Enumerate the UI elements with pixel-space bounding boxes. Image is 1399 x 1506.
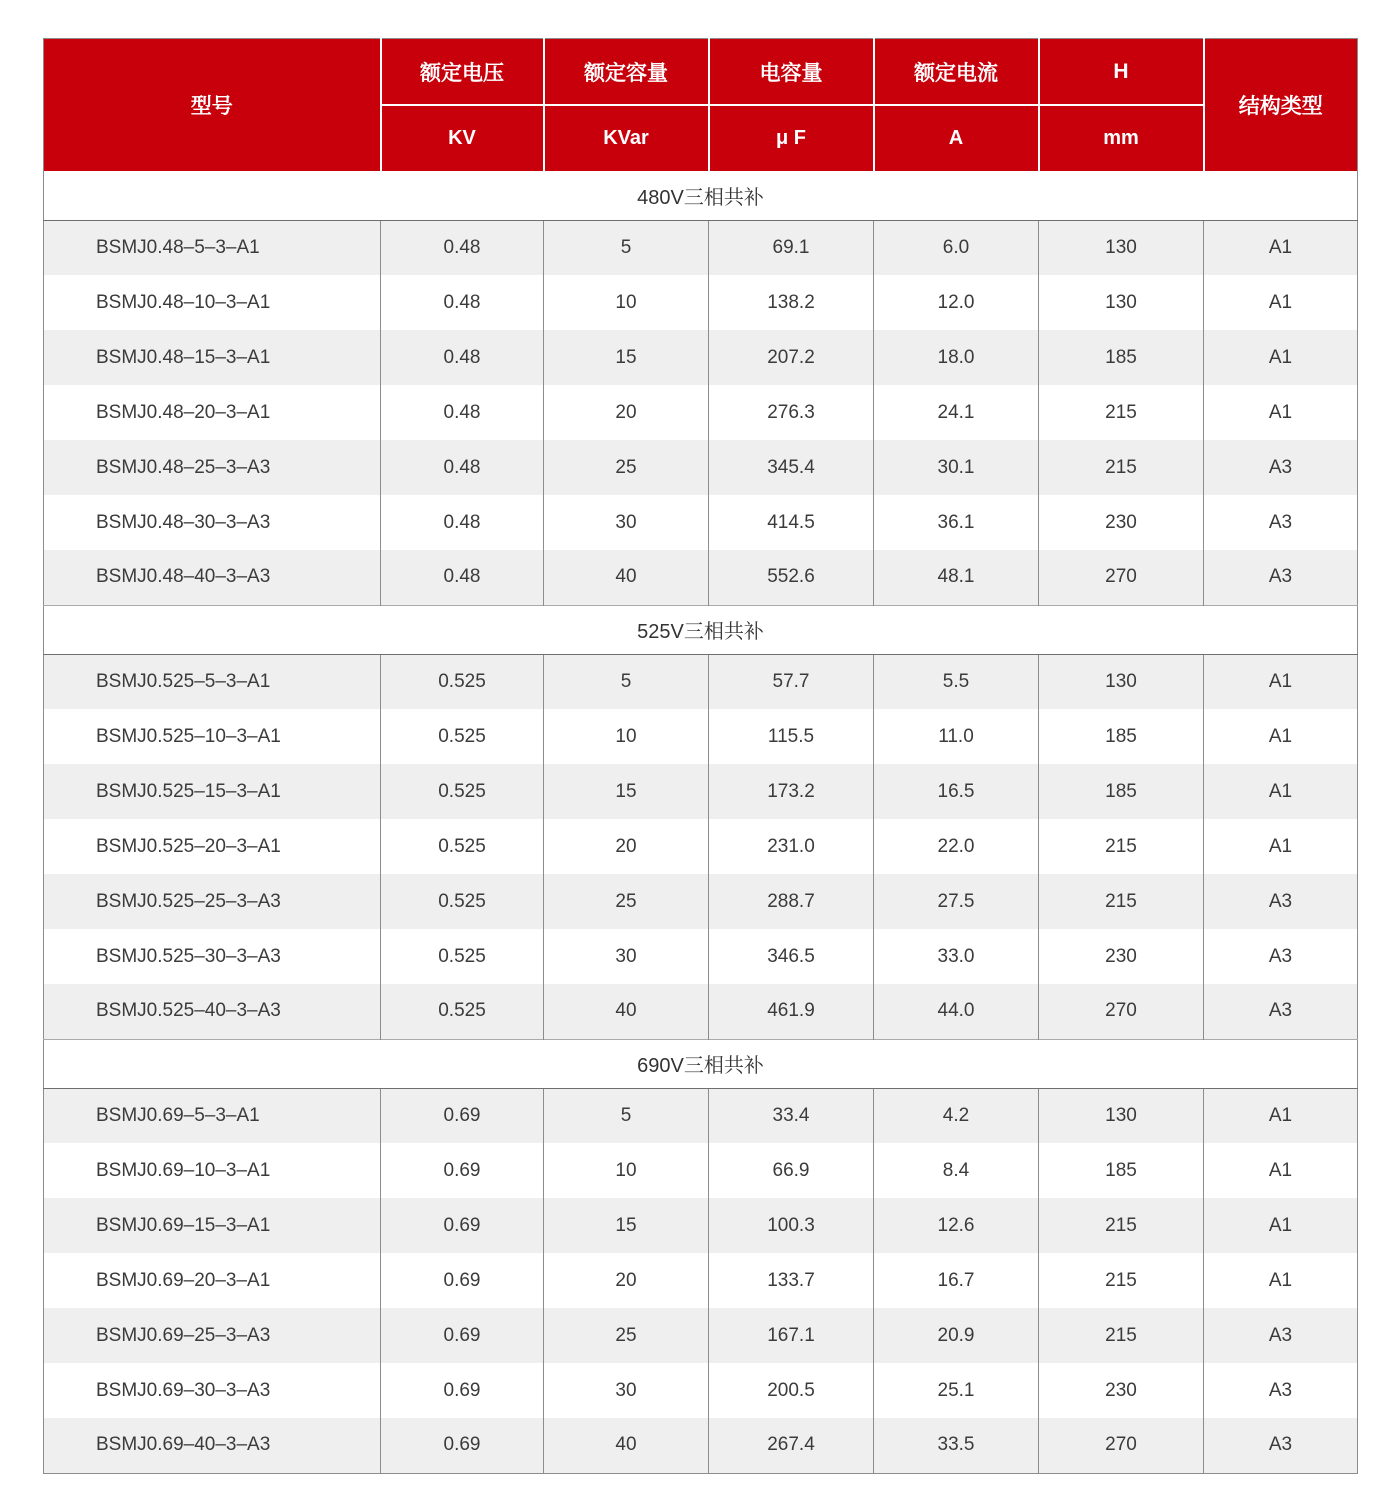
value-cell: 4.2 [874,1088,1039,1143]
value-cell: 12.0 [874,275,1039,330]
value-cell: 40 [544,984,709,1039]
value-cell: 10 [544,709,709,764]
value-cell: 0.69 [381,1253,544,1308]
value-cell: 276.3 [709,385,874,440]
value-cell: A3 [1204,929,1358,984]
value-cell: 207.2 [709,330,874,385]
value-cell: 0.69 [381,1198,544,1253]
value-cell: 12.6 [874,1198,1039,1253]
value-cell: 25 [544,440,709,495]
unit-kvar: KVar [544,105,709,171]
value-cell: 33.4 [709,1088,874,1143]
value-cell: 100.3 [709,1198,874,1253]
table-row [44,1363,1358,1418]
value-cell: A3 [1204,550,1358,605]
value-cell: A3 [1204,984,1358,1039]
value-cell: 130 [1039,654,1204,709]
value-cell: 10 [544,1143,709,1198]
model-cell: BSMJ0.48–40–3–A3 [96,566,271,588]
value-cell: 25 [544,1308,709,1363]
header-rated-current: 额定电流 [874,39,1039,106]
section-row [44,605,1358,654]
value-cell: 0.525 [381,984,544,1039]
value-cell: 5.5 [874,654,1039,709]
value-cell: 0.48 [381,330,544,385]
value-cell: 0.69 [381,1418,544,1473]
value-cell: 215 [1039,1253,1204,1308]
table-row [44,764,1358,819]
value-cell: 16.5 [874,764,1039,819]
value-cell: 25.1 [874,1363,1039,1418]
table-row [44,220,1358,275]
value-cell: A3 [1204,1308,1358,1363]
value-cell: 0.48 [381,550,544,605]
model-cell: BSMJ0.525–40–3–A3 [96,1000,281,1022]
model-cell: BSMJ0.69–15–3–A1 [96,1214,271,1236]
value-cell: 20 [544,1253,709,1308]
model-cell: BSMJ0.525–30–3–A3 [96,945,281,967]
model-cell: BSMJ0.525–25–3–A3 [96,890,281,912]
table-row [44,385,1358,440]
table-row [44,440,1358,495]
value-cell: A1 [1204,654,1358,709]
value-cell: 115.5 [709,709,874,764]
value-cell: A1 [1204,1088,1358,1143]
table-row [44,495,1358,550]
unit-a: A [874,105,1039,171]
value-cell: 230 [1039,929,1204,984]
table-row [44,1088,1358,1143]
value-cell: 48.1 [874,550,1039,605]
table-row [44,330,1358,385]
value-cell: 267.4 [709,1418,874,1473]
value-cell: 414.5 [709,495,874,550]
model-cell: BSMJ0.525–20–3–A1 [96,835,281,857]
value-cell: 0.525 [381,929,544,984]
model-cell: BSMJ0.525–5–3–A1 [96,670,271,692]
value-cell: 18.0 [874,330,1039,385]
model-cell: BSMJ0.69–25–3–A3 [96,1324,271,1346]
section-title: 525V三相共补 [44,605,1358,654]
value-cell: 461.9 [709,984,874,1039]
value-cell: 130 [1039,275,1204,330]
table-row [44,1143,1358,1198]
value-cell: 230 [1039,1363,1204,1418]
value-cell: 167.1 [709,1308,874,1363]
value-cell: 0.525 [381,764,544,819]
table-row [44,929,1358,984]
table-row [44,1198,1358,1253]
value-cell: 33.0 [874,929,1039,984]
value-cell: A3 [1204,440,1358,495]
value-cell: 10 [544,275,709,330]
section-title: 690V三相共补 [44,1039,1358,1088]
value-cell: 20.9 [874,1308,1039,1363]
model-cell: BSMJ0.48–25–3–A3 [96,456,271,478]
value-cell: 215 [1039,440,1204,495]
value-cell: 215 [1039,385,1204,440]
value-cell: 270 [1039,550,1204,605]
value-cell: A1 [1204,1198,1358,1253]
value-cell: 15 [544,764,709,819]
value-cell: A1 [1204,819,1358,874]
value-cell: 24.1 [874,385,1039,440]
value-cell: A1 [1204,764,1358,819]
value-cell: 30 [544,495,709,550]
unit-mm: mm [1039,105,1204,171]
value-cell: 0.48 [381,440,544,495]
value-cell: 40 [544,550,709,605]
value-cell: 552.6 [709,550,874,605]
value-cell: 185 [1039,709,1204,764]
value-cell: 30.1 [874,440,1039,495]
header-height: H [1039,39,1204,106]
value-cell: 6.0 [874,220,1039,275]
value-cell: 130 [1039,220,1204,275]
value-cell: A3 [1204,495,1358,550]
value-cell: 215 [1039,1198,1204,1253]
value-cell: 5 [544,1088,709,1143]
value-cell: 173.2 [709,764,874,819]
value-cell: 0.69 [381,1363,544,1418]
value-cell: 0.525 [381,709,544,764]
value-cell: A3 [1204,874,1358,929]
header-structure-type: 结构类型 [1204,39,1358,172]
value-cell: 15 [544,1198,709,1253]
value-cell: 215 [1039,1308,1204,1363]
value-cell: 288.7 [709,874,874,929]
value-cell: A1 [1204,1253,1358,1308]
unit-kv: KV [381,105,544,171]
value-cell: 215 [1039,874,1204,929]
value-cell: 5 [544,220,709,275]
value-cell: 270 [1039,984,1204,1039]
model-cell: BSMJ0.69–5–3–A1 [96,1104,260,1126]
value-cell: 200.5 [709,1363,874,1418]
model-cell: BSMJ0.48–5–3–A1 [96,236,260,258]
value-cell: 270 [1039,1418,1204,1473]
value-cell: 66.9 [709,1143,874,1198]
unit-uf: μ F [709,105,874,171]
value-cell: 36.1 [874,495,1039,550]
value-cell: 30 [544,929,709,984]
value-cell: 185 [1039,764,1204,819]
value-cell: 20 [544,385,709,440]
model-cell: BSMJ0.525–15–3–A1 [96,780,281,802]
model-cell: BSMJ0.48–20–3–A1 [96,401,271,423]
table-row [44,1253,1358,1308]
value-cell: A1 [1204,275,1358,330]
value-cell: 44.0 [874,984,1039,1039]
value-cell: 0.525 [381,819,544,874]
value-cell: 133.7 [709,1253,874,1308]
value-cell: 5 [544,654,709,709]
value-cell: 0.525 [381,874,544,929]
section-title: 480V三相共补 [44,171,1358,220]
value-cell: 185 [1039,1143,1204,1198]
value-cell: A1 [1204,330,1358,385]
value-cell: 69.1 [709,220,874,275]
value-cell: 57.7 [709,654,874,709]
model-cell: BSMJ0.69–10–3–A1 [96,1159,271,1181]
value-cell: 0.48 [381,275,544,330]
value-cell: A1 [1204,385,1358,440]
header-row-labels [44,39,1358,106]
section-row [44,171,1358,220]
value-cell: 0.69 [381,1308,544,1363]
table-row [44,984,1358,1039]
table-body [44,171,1358,1473]
value-cell: 22.0 [874,819,1039,874]
value-cell: A3 [1204,1363,1358,1418]
value-cell: 138.2 [709,275,874,330]
header-model: 型号 [44,39,381,172]
value-cell: 0.525 [381,654,544,709]
value-cell: 25 [544,874,709,929]
table-row [44,1308,1358,1363]
value-cell: 20 [544,819,709,874]
value-cell: 15 [544,330,709,385]
value-cell: 0.48 [381,385,544,440]
model-cell: BSMJ0.69–30–3–A3 [96,1379,271,1401]
value-cell: 130 [1039,1088,1204,1143]
value-cell: 0.69 [381,1088,544,1143]
value-cell: A3 [1204,1418,1358,1473]
table-header [44,39,1358,172]
header-rated-capacity: 额定容量 [544,39,709,106]
value-cell: 11.0 [874,709,1039,764]
table-row [44,819,1358,874]
spec-table [43,38,1358,1474]
value-cell: A1 [1204,1143,1358,1198]
model-cell: BSMJ0.48–10–3–A1 [96,291,271,313]
header-rated-voltage: 额定电压 [381,39,544,106]
value-cell: 215 [1039,819,1204,874]
value-cell: 346.5 [709,929,874,984]
header-capacitance: 电容量 [709,39,874,106]
table-row [44,1418,1358,1473]
model-cell: BSMJ0.69–40–3–A3 [96,1434,271,1456]
model-cell: BSMJ0.525–10–3–A1 [96,725,281,747]
value-cell: 27.5 [874,874,1039,929]
value-cell: A1 [1204,709,1358,764]
value-cell: 345.4 [709,440,874,495]
value-cell: A1 [1204,220,1358,275]
section-row [44,1039,1358,1088]
value-cell: 8.4 [874,1143,1039,1198]
table-row [44,654,1358,709]
table-row [44,874,1358,929]
model-cell: BSMJ0.69–20–3–A1 [96,1269,271,1291]
value-cell: 231.0 [709,819,874,874]
value-cell: 16.7 [874,1253,1039,1308]
table-row [44,709,1358,764]
value-cell: 0.48 [381,220,544,275]
value-cell: 30 [544,1363,709,1418]
value-cell: 0.69 [381,1143,544,1198]
table-row [44,275,1358,330]
value-cell: 185 [1039,330,1204,385]
value-cell: 0.48 [381,495,544,550]
value-cell: 33.5 [874,1418,1039,1473]
value-cell: 40 [544,1418,709,1473]
value-cell: 230 [1039,495,1204,550]
table-row [44,550,1358,605]
model-cell: BSMJ0.48–15–3–A1 [96,346,271,368]
model-cell: BSMJ0.48–30–3–A3 [96,511,271,533]
